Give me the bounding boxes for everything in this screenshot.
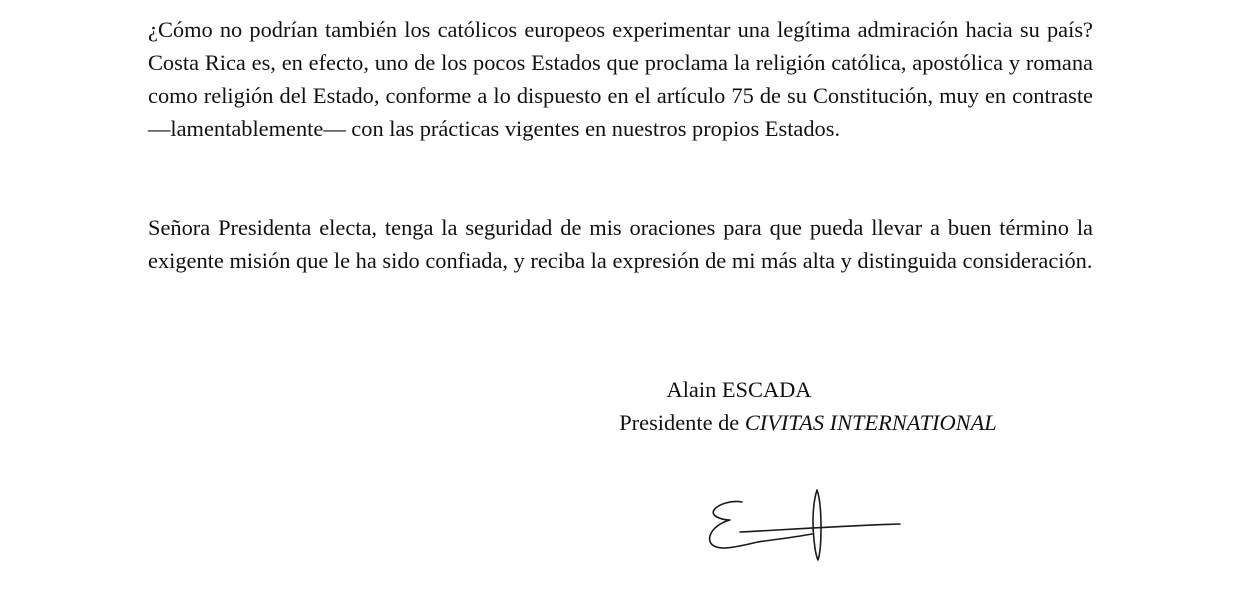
signer-title: [560, 406, 1056, 439]
letter-paragraph-2: Señora Presidenta electa, tenga la seguridad de mis oraciones para que pueda llevar a buen término la exigente misión que le ha sido confiada, y reciba la expresión de mi más alta y distinguida consideración.: [148, 215, 1093, 273]
handwritten-signature: [700, 482, 910, 566]
signer-title-prefix: Presidente de: [619, 410, 745, 435]
organization-name: CIVITAS INTERNATIONAL: [744, 410, 997, 435]
letter-paragraph-1: ¿Cómo no podrían también los católicos europeos experimentar una legítima admiración hacia su país? Costa Rica es, en efecto, uno de los pocos Estados que proclama la religión católica, apostólica y romana como religión del Estado, conforme a lo dispuesto en el artículo 75 de su Constitución, muy en contraste —lamentablemente— con las prácticas vigentes en nuestros propios Estados.: [148, 17, 1093, 141]
signer-name: Alain ESCADA: [666, 377, 812, 402]
